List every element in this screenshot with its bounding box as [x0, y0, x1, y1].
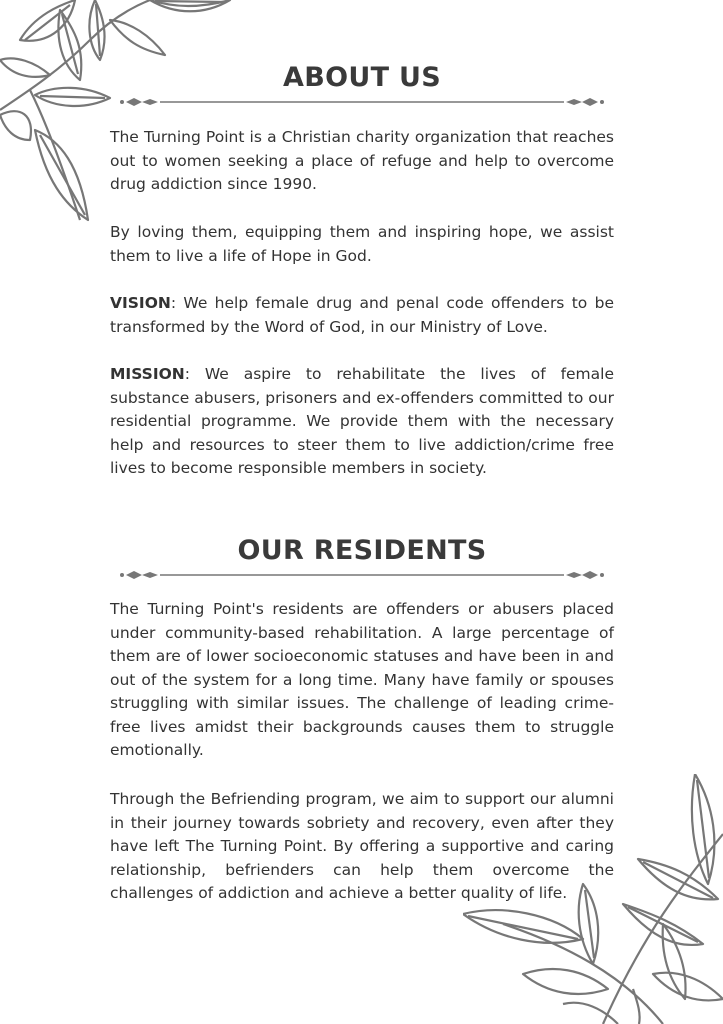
- ornamental-divider-icon: [120, 96, 604, 108]
- mission-paragraph: [110, 363, 614, 481]
- mission-text: : We aspire to rehabilitate the lives of female substance abusers, prisoners and ex-offenders committed to our residential programme. We provide them with the necessary help and resources to steer them to live addiction/crime free lives to become responsible members in society.: [110, 365, 614, 477]
- ornamental-divider-icon: [120, 569, 604, 581]
- vision-text: : We help female drug and penal code offenders to be transformed by the Word of God, in our Ministry of Love.: [110, 294, 614, 336]
- mission-label: MISSION: [110, 365, 185, 383]
- vision-label: VISION: [110, 294, 171, 312]
- vision-paragraph: [110, 292, 614, 339]
- about-loving-paragraph: By loving them, equipping them and inspiring hope, we assist them to live a life of Hope in God.: [110, 223, 614, 265]
- our-residents-heading: OUR RESIDENTS: [237, 535, 487, 566]
- residents-paragraph-2: Through the Befriending program, we aim to support our alumni in their journey towards sobriety and recovery, even after they have left The Turning Point. By offering a supportive and caring relationship, befrienders can help them overcome the challenges of addiction and achieve a better quality of life.: [110, 790, 614, 902]
- residents-paragraph-1: The Turning Point's residents are offenders or abusers placed under community-based rehabilitation. A large percentage of them are of lower socioeconomic statuses and have been in and out of the system for a long time. Many have family or spouses struggling with similar issues. The challenge of leading crime-free lives amidst their backgrounds causes them to struggle emotionally.: [110, 600, 614, 759]
- about-us-heading: ABOUT US: [283, 62, 441, 93]
- about-intro-paragraph: The Turning Point is a Christian charity organization that reaches out to women seeking a place of refuge and help to overcome drug addiction since 1990.: [110, 128, 614, 193]
- leaf-branch-icon: [0, 0, 240, 240]
